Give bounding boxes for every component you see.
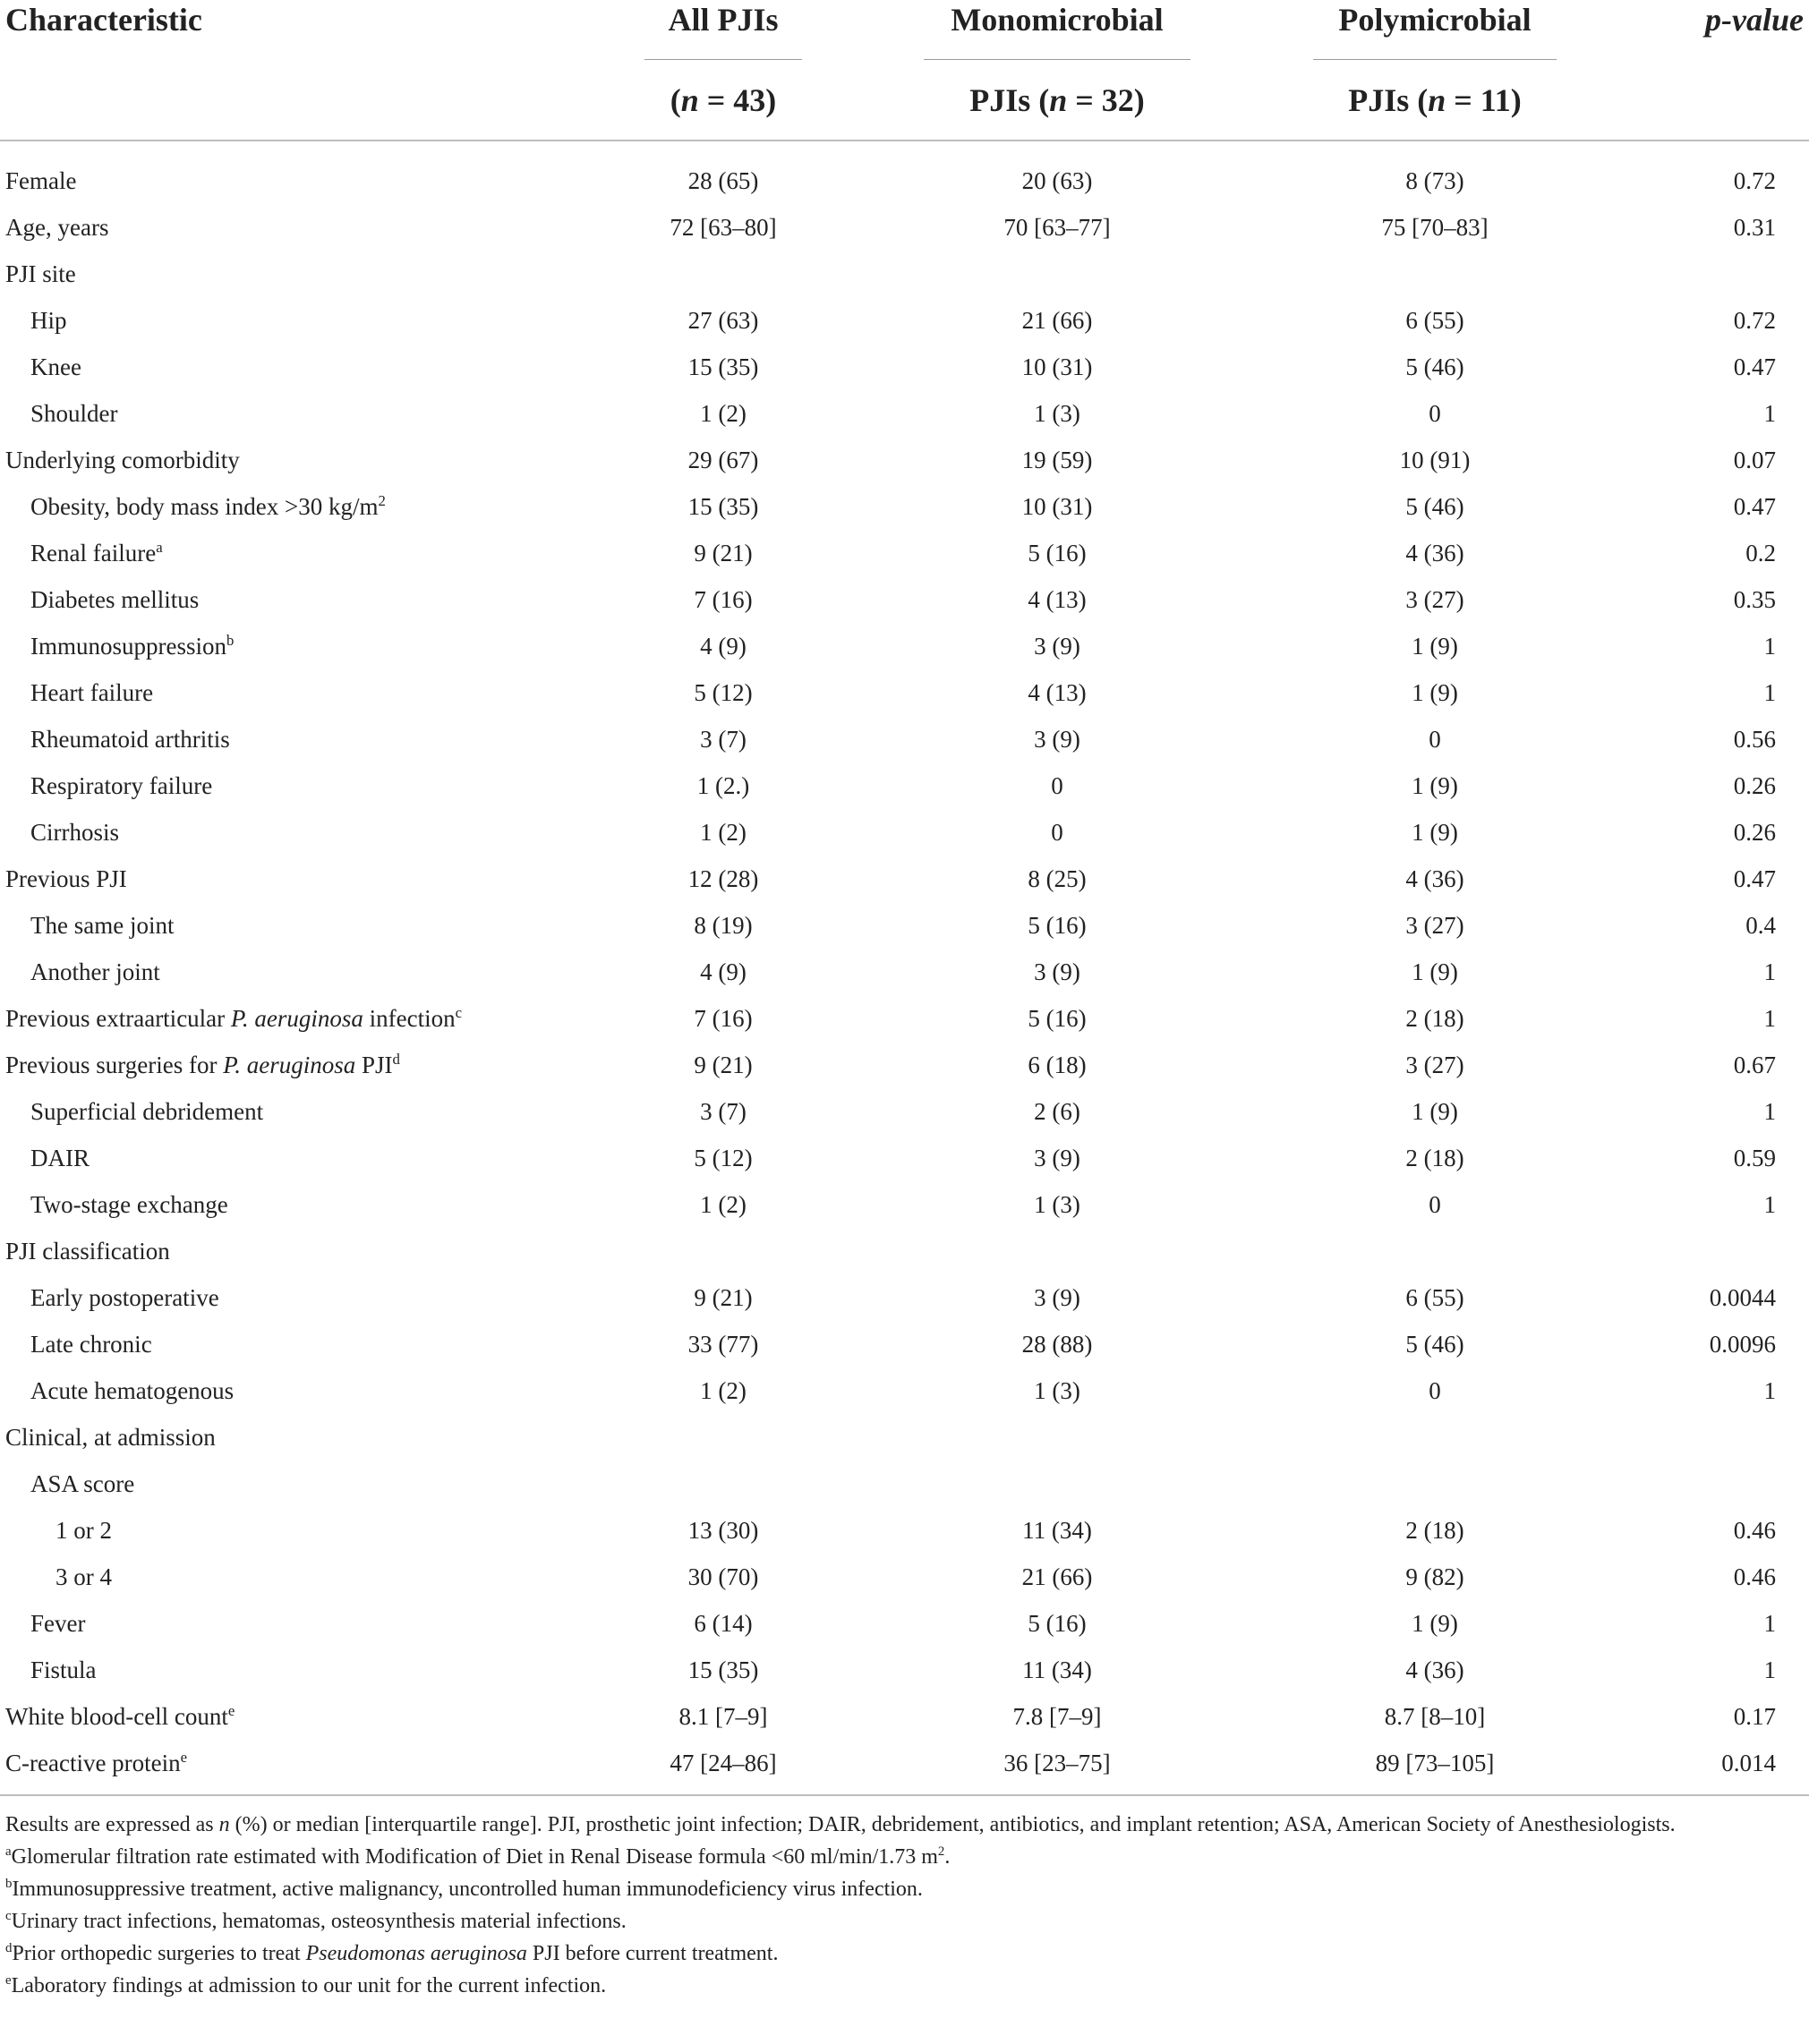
cell-monomicrobial: 3 (9) bbox=[1034, 726, 1080, 753]
cell-all-pjis: 4 (9) bbox=[700, 633, 747, 660]
cell-all-pjis: 4 (9) bbox=[700, 958, 747, 985]
cell-all-pjis: 9 (21) bbox=[694, 1052, 753, 1078]
table-row bbox=[0, 716, 1809, 762]
row-label-sup: d bbox=[392, 1051, 400, 1068]
row-label-pre: Previous extraarticular bbox=[5, 1005, 231, 1032]
cell-pvalue: 0.014 bbox=[1721, 1750, 1776, 1776]
cell-all-pjis: 33 (77) bbox=[687, 1331, 759, 1358]
row-label bbox=[5, 995, 462, 1042]
cell-pvalue: 0.72 bbox=[1733, 167, 1776, 194]
cell-all-pjis: 7 (16) bbox=[694, 586, 753, 613]
cell-pvalue: 0.59 bbox=[1733, 1145, 1776, 1171]
cell-pvalue: 0.47 bbox=[1733, 493, 1776, 520]
table-row bbox=[0, 995, 1809, 1042]
table-row bbox=[0, 623, 1809, 669]
cell-pvalue: 1 bbox=[1763, 1098, 1776, 1125]
cell-polymicrobial: 3 (27) bbox=[1405, 1052, 1464, 1078]
row-label bbox=[30, 1274, 219, 1321]
row-label bbox=[5, 437, 240, 483]
cell-polymicrobial: 5 (46) bbox=[1405, 1331, 1464, 1358]
row-label bbox=[5, 204, 108, 251]
footnote-c bbox=[5, 1905, 1804, 1938]
row-label bbox=[30, 530, 163, 576]
table-row bbox=[0, 1274, 1809, 1321]
row-label bbox=[5, 158, 76, 204]
row-label-post: infection bbox=[363, 1005, 456, 1032]
cell-pvalue: 1 bbox=[1763, 1656, 1776, 1683]
footnote-c-mark: c bbox=[5, 1909, 12, 1923]
header-underline-all bbox=[644, 59, 802, 60]
cell-pvalue: 0.17 bbox=[1733, 1703, 1776, 1730]
cell-polymicrobial: 0 bbox=[1429, 1191, 1441, 1218]
cell-all-pjis: 47 [24–86] bbox=[670, 1750, 777, 1776]
row-label-text: Obesity, body mass index >30 kg/m bbox=[30, 493, 379, 520]
table-row bbox=[0, 1693, 1809, 1740]
table-row bbox=[0, 1181, 1809, 1228]
row-label-text: Acute hematogenous bbox=[30, 1377, 235, 1404]
cell-all-pjis: 1 (2) bbox=[700, 400, 747, 427]
row-label-sup: b bbox=[226, 632, 235, 649]
row-label bbox=[55, 1554, 112, 1600]
header-all-n bbox=[644, 81, 802, 120]
row-label-text: Underlying comorbidity bbox=[5, 447, 240, 473]
row-label bbox=[5, 1228, 170, 1274]
row-label-text: Cirrhosis bbox=[30, 819, 120, 846]
cell-monomicrobial: 5 (16) bbox=[1028, 540, 1087, 566]
cell-polymicrobial: 75 [70–83] bbox=[1381, 214, 1489, 241]
cell-polymicrobial: 6 (55) bbox=[1405, 1284, 1464, 1311]
row-label-text: PJI classification bbox=[5, 1238, 170, 1265]
footnote-main-post: (%) or median [interquartile range]. PJI, prosthetic joint infection; DAIR, debridement, antibiotics, and implant retention; ASA, American Society of Anesthesiologists. bbox=[229, 1813, 1676, 1836]
header-pvalue bbox=[1705, 0, 1804, 39]
row-label-text: White blood-cell count bbox=[5, 1703, 228, 1730]
row-label-pre: Previous surgeries for bbox=[5, 1052, 224, 1078]
row-label-sup: c bbox=[455, 1004, 463, 1021]
row-label-text: 3 or 4 bbox=[55, 1563, 112, 1590]
table-row bbox=[0, 809, 1809, 856]
cell-monomicrobial: 70 [63–77] bbox=[1003, 214, 1111, 241]
row-label bbox=[30, 669, 153, 716]
cell-monomicrobial: 6 (18) bbox=[1028, 1052, 1087, 1078]
cell-polymicrobial: 1 (9) bbox=[1412, 1610, 1458, 1637]
cell-polymicrobial: 0 bbox=[1429, 1377, 1441, 1404]
footnote-a-text: Glomerular filtration rate estimated with Modification of Diet in Renal Disease formula <60 ml/min/1.73 m bbox=[11, 1845, 938, 1869]
cell-all-pjis: 1 (2) bbox=[700, 819, 747, 846]
row-label bbox=[5, 1042, 400, 1088]
table-row bbox=[0, 856, 1809, 902]
cell-all-pjis: 15 (35) bbox=[687, 353, 759, 380]
cell-monomicrobial: 20 (63) bbox=[1021, 167, 1093, 194]
row-label bbox=[30, 1600, 85, 1647]
table-row bbox=[0, 1507, 1809, 1554]
cell-pvalue: 0.26 bbox=[1733, 772, 1776, 799]
table-row bbox=[0, 1740, 1809, 1786]
table-row bbox=[0, 1042, 1809, 1088]
row-label-text: Fistula bbox=[30, 1656, 97, 1683]
cell-monomicrobial: 21 (66) bbox=[1021, 1563, 1093, 1590]
cell-monomicrobial: 11 (34) bbox=[1022, 1517, 1092, 1544]
cell-monomicrobial: 2 (6) bbox=[1034, 1098, 1080, 1125]
cell-polymicrobial: 3 (27) bbox=[1405, 586, 1464, 613]
row-label-em: P. aeruginosa bbox=[223, 1052, 356, 1078]
cell-polymicrobial: 3 (27) bbox=[1405, 912, 1464, 939]
footnote-b bbox=[5, 1873, 1804, 1905]
cell-monomicrobial: 1 (3) bbox=[1034, 1191, 1080, 1218]
row-label-text: Immunosuppression bbox=[30, 633, 226, 660]
cell-polymicrobial: 4 (36) bbox=[1405, 865, 1464, 892]
row-label-text: The same joint bbox=[30, 912, 175, 939]
cell-pvalue: 0.56 bbox=[1733, 726, 1776, 753]
footnote-d-post: PJI before current treatment. bbox=[526, 1942, 779, 1965]
cell-monomicrobial: 11 (34) bbox=[1022, 1656, 1092, 1683]
row-label-text: Diabetes mellitus bbox=[30, 586, 200, 613]
footnote-a bbox=[5, 1841, 1804, 1873]
footnote-e-text: Laboratory findings at admission to our unit for the current infection. bbox=[11, 1974, 607, 1997]
table-row bbox=[0, 158, 1809, 204]
cell-all-pjis: 1 (2) bbox=[700, 1377, 747, 1404]
row-label bbox=[5, 1693, 235, 1740]
header-mono-n bbox=[924, 81, 1190, 120]
cell-pvalue: 0.0044 bbox=[1709, 1284, 1776, 1311]
footnote-main-em: n bbox=[218, 1813, 230, 1836]
table-row bbox=[0, 1367, 1809, 1414]
footnote-c-text: Urinary tract infections, hematomas, osteosynthesis material infections. bbox=[11, 1910, 627, 1933]
row-label-em: P. aeruginosa bbox=[230, 1005, 363, 1032]
cell-all-pjis: 9 (21) bbox=[694, 1284, 753, 1311]
cell-monomicrobial: 0 bbox=[1051, 772, 1063, 799]
row-label-text: Early postoperative bbox=[30, 1284, 219, 1311]
footnote-a-mark: a bbox=[5, 1844, 12, 1859]
cell-monomicrobial: 4 (13) bbox=[1028, 679, 1087, 706]
header-underline-mono bbox=[924, 59, 1190, 60]
row-label bbox=[30, 1647, 97, 1693]
header-monomicrobial: Monomicrobial bbox=[951, 2, 1164, 38]
cell-monomicrobial: 5 (16) bbox=[1028, 1610, 1087, 1637]
cell-monomicrobial: 3 (9) bbox=[1034, 1284, 1080, 1311]
row-label-text: Heart failure bbox=[30, 679, 154, 706]
cell-pvalue: 0.72 bbox=[1733, 307, 1776, 334]
row-label bbox=[55, 1507, 112, 1554]
row-label-text: Shoulder bbox=[30, 400, 118, 427]
cell-polymicrobial: 1 (9) bbox=[1412, 772, 1458, 799]
row-label bbox=[5, 1740, 187, 1786]
cell-monomicrobial: 8 (25) bbox=[1028, 865, 1087, 892]
cell-polymicrobial: 8.7 [8–10] bbox=[1384, 1703, 1486, 1730]
row-label bbox=[30, 716, 230, 762]
cell-all-pjis: 7 (16) bbox=[694, 1005, 753, 1032]
cell-polymicrobial: 2 (18) bbox=[1405, 1517, 1464, 1544]
row-label-text: DAIR bbox=[30, 1145, 90, 1171]
cell-pvalue: 0.46 bbox=[1733, 1563, 1776, 1590]
cell-pvalue: 0.4 bbox=[1745, 912, 1776, 939]
cell-all-pjis: 28 (65) bbox=[687, 167, 759, 194]
table-row bbox=[0, 949, 1809, 995]
cell-monomicrobial: 5 (16) bbox=[1028, 912, 1087, 939]
cell-monomicrobial: 5 (16) bbox=[1028, 1005, 1087, 1032]
row-label bbox=[30, 1135, 90, 1181]
row-label-sup: e bbox=[180, 1749, 188, 1766]
cell-pvalue: 0.0096 bbox=[1709, 1331, 1776, 1358]
cell-all-pjis: 30 (70) bbox=[687, 1563, 759, 1590]
row-label bbox=[5, 1414, 216, 1461]
table-bottom-rule bbox=[0, 1794, 1809, 1796]
cell-all-pjis: 8 (19) bbox=[694, 912, 753, 939]
row-label bbox=[5, 251, 76, 297]
table-row bbox=[0, 1321, 1809, 1367]
row-label-text: Superficial debridement bbox=[30, 1098, 264, 1125]
cell-pvalue: 1 bbox=[1763, 400, 1776, 427]
row-label bbox=[30, 1181, 228, 1228]
table-row bbox=[0, 1135, 1809, 1181]
cell-all-pjis: 5 (12) bbox=[694, 1145, 753, 1171]
table-row bbox=[0, 251, 1809, 297]
row-label-text: 1 or 2 bbox=[55, 1517, 112, 1544]
cell-polymicrobial: 1 (9) bbox=[1412, 819, 1458, 846]
cell-monomicrobial: 0 bbox=[1051, 819, 1063, 846]
cell-pvalue: 0.2 bbox=[1745, 540, 1776, 566]
table-row bbox=[0, 762, 1809, 809]
row-label-text: Age, years bbox=[5, 214, 109, 241]
table-row bbox=[0, 1647, 1809, 1693]
cell-all-pjis: 27 (63) bbox=[687, 307, 759, 334]
row-label-text: Knee bbox=[30, 353, 81, 380]
row-label-text: Respiratory failure bbox=[30, 772, 213, 799]
table-header bbox=[0, 0, 1809, 141]
cell-monomicrobial: 4 (13) bbox=[1028, 586, 1087, 613]
row-label bbox=[30, 390, 118, 437]
cell-pvalue: 1 bbox=[1763, 958, 1776, 985]
header-characteristic: Characteristic bbox=[5, 2, 202, 38]
header-polymicrobial: Polymicrobial bbox=[1338, 2, 1532, 38]
cell-polymicrobial: 2 (18) bbox=[1405, 1005, 1464, 1032]
table-row bbox=[0, 344, 1809, 390]
cell-pvalue: 0.35 bbox=[1733, 586, 1776, 613]
row-label-sup: 2 bbox=[378, 492, 386, 509]
header-poly-n-text: PJIs (n = 11) bbox=[1348, 82, 1522, 118]
cell-polymicrobial: 6 (55) bbox=[1405, 307, 1464, 334]
footnote-main bbox=[5, 1809, 1804, 1841]
row-label bbox=[5, 856, 127, 902]
table-row bbox=[0, 902, 1809, 949]
table-row bbox=[0, 669, 1809, 716]
table-row bbox=[0, 1461, 1809, 1507]
cell-all-pjis: 15 (35) bbox=[687, 1656, 759, 1683]
row-label-post: PJI bbox=[355, 1052, 393, 1078]
cell-monomicrobial: 28 (88) bbox=[1021, 1331, 1093, 1358]
cell-polymicrobial: 1 (9) bbox=[1412, 633, 1458, 660]
cell-polymicrobial: 5 (46) bbox=[1405, 353, 1464, 380]
cell-polymicrobial: 2 (18) bbox=[1405, 1145, 1464, 1171]
cell-monomicrobial: 1 (3) bbox=[1034, 400, 1080, 427]
table-row bbox=[0, 576, 1809, 623]
cell-polymicrobial: 4 (36) bbox=[1405, 540, 1464, 566]
cell-polymicrobial: 5 (46) bbox=[1405, 493, 1464, 520]
table-footnotes bbox=[5, 1809, 1804, 2002]
row-label-text: Hip bbox=[30, 307, 67, 334]
row-label-text: PJI site bbox=[5, 260, 76, 287]
row-label bbox=[30, 1321, 152, 1367]
cell-pvalue: 0.31 bbox=[1733, 214, 1776, 241]
footnote-d-pre: Prior orthopedic surgeries to treat bbox=[12, 1942, 306, 1965]
header-all-pjis: All PJIs bbox=[668, 2, 779, 38]
header-mono-n-text: PJIs (n = 32) bbox=[969, 82, 1145, 118]
row-label bbox=[30, 1367, 234, 1414]
cell-monomicrobial: 3 (9) bbox=[1034, 633, 1080, 660]
cell-pvalue: 1 bbox=[1763, 1377, 1776, 1404]
footnote-e-mark: e bbox=[5, 1973, 12, 1988]
cell-all-pjis: 8.1 [7–9] bbox=[678, 1703, 768, 1730]
cell-pvalue: 1 bbox=[1763, 633, 1776, 660]
cell-pvalue: 1 bbox=[1763, 679, 1776, 706]
cell-polymicrobial: 0 bbox=[1429, 400, 1441, 427]
cell-monomicrobial: 3 (9) bbox=[1034, 958, 1080, 985]
cell-all-pjis: 1 (2) bbox=[700, 1191, 747, 1218]
table-row bbox=[0, 204, 1809, 251]
cell-all-pjis: 13 (30) bbox=[687, 1517, 759, 1544]
cell-monomicrobial: 19 (59) bbox=[1021, 447, 1093, 473]
row-label-text: Two-stage exchange bbox=[30, 1191, 228, 1218]
cell-polymicrobial: 1 (9) bbox=[1412, 679, 1458, 706]
table-body bbox=[0, 158, 1809, 1786]
cell-all-pjis: 29 (67) bbox=[687, 447, 759, 473]
header-poly-n bbox=[1313, 81, 1557, 120]
table-row bbox=[0, 483, 1809, 530]
table-row bbox=[0, 1088, 1809, 1135]
footnote-d-mark: d bbox=[5, 1941, 13, 1955]
footnote-e bbox=[5, 1970, 1804, 2002]
cell-all-pjis: 6 (14) bbox=[694, 1610, 753, 1637]
cell-pvalue: 1 bbox=[1763, 1191, 1776, 1218]
cell-monomicrobial: 10 (31) bbox=[1021, 353, 1093, 380]
table-row bbox=[0, 297, 1809, 344]
row-label-text: Previous PJI bbox=[5, 865, 127, 892]
header-underline-poly bbox=[1313, 59, 1557, 60]
header-all-n-text: (n = 43) bbox=[670, 82, 777, 118]
footnote-d-em: Pseudomonas aeruginosa bbox=[305, 1942, 527, 1965]
cell-all-pjis: 72 [63–80] bbox=[670, 214, 777, 241]
row-label-sup: a bbox=[156, 539, 163, 556]
cell-monomicrobial: 36 [23–75] bbox=[1003, 1750, 1111, 1776]
table-row bbox=[0, 437, 1809, 483]
cell-all-pjis: 12 (28) bbox=[687, 865, 759, 892]
cell-all-pjis: 5 (12) bbox=[694, 679, 753, 706]
cell-polymicrobial: 10 (91) bbox=[1399, 447, 1471, 473]
cell-monomicrobial: 7.8 [7–9] bbox=[1012, 1703, 1102, 1730]
cell-pvalue: 1 bbox=[1763, 1005, 1776, 1032]
cell-polymicrobial: 1 (9) bbox=[1412, 1098, 1458, 1125]
row-label bbox=[30, 902, 174, 949]
header-pvalue-text: p-value bbox=[1705, 2, 1804, 38]
cell-monomicrobial: 10 (31) bbox=[1021, 493, 1093, 520]
row-label bbox=[30, 483, 386, 530]
cell-polymicrobial: 89 [73–105] bbox=[1375, 1750, 1495, 1776]
cell-pvalue: 0.07 bbox=[1733, 447, 1776, 473]
cell-all-pjis: 9 (21) bbox=[694, 540, 753, 566]
row-label-text: Fever bbox=[30, 1610, 86, 1637]
footnote-a-sup: 2 bbox=[937, 1844, 945, 1859]
table-row bbox=[0, 1554, 1809, 1600]
cell-all-pjis: 3 (7) bbox=[700, 726, 747, 753]
table-row bbox=[0, 530, 1809, 576]
cell-pvalue: 0.47 bbox=[1733, 865, 1776, 892]
cell-monomicrobial: 3 (9) bbox=[1034, 1145, 1080, 1171]
cell-pvalue: 0.26 bbox=[1733, 819, 1776, 846]
cell-all-pjis: 15 (35) bbox=[687, 493, 759, 520]
cell-pvalue: 0.67 bbox=[1733, 1052, 1776, 1078]
cell-pvalue: 0.47 bbox=[1733, 353, 1776, 380]
cell-all-pjis: 1 (2.) bbox=[696, 772, 750, 799]
row-label bbox=[30, 809, 119, 856]
row-label bbox=[30, 576, 199, 623]
cell-pvalue: 0.46 bbox=[1733, 1517, 1776, 1544]
row-label bbox=[30, 762, 212, 809]
footnote-main-pre: Results are expressed as bbox=[5, 1813, 219, 1836]
row-label-text: Renal failure bbox=[30, 540, 157, 566]
footnote-b-text: Immunosuppressive treatment, active malignancy, uncontrolled human immunodeficiency virus infection. bbox=[12, 1878, 923, 1901]
row-label bbox=[30, 297, 67, 344]
cell-all-pjis: 3 (7) bbox=[700, 1098, 747, 1125]
cell-monomicrobial: 1 (3) bbox=[1034, 1377, 1080, 1404]
header-bottom-rule bbox=[0, 140, 1809, 141]
row-label-text: Another joint bbox=[30, 958, 160, 985]
cell-pvalue: 1 bbox=[1763, 1610, 1776, 1637]
cell-polymicrobial: 8 (73) bbox=[1405, 167, 1464, 194]
cell-polymicrobial: 1 (9) bbox=[1412, 958, 1458, 985]
cell-polymicrobial: 0 bbox=[1429, 726, 1441, 753]
row-label-text: ASA score bbox=[30, 1470, 135, 1497]
table-row bbox=[0, 1228, 1809, 1274]
row-label-text: Late chronic bbox=[30, 1331, 152, 1358]
row-label bbox=[30, 1461, 134, 1507]
table-row bbox=[0, 1600, 1809, 1647]
row-label bbox=[30, 1088, 263, 1135]
row-label bbox=[30, 949, 160, 995]
row-label-sup: e bbox=[227, 1702, 235, 1719]
row-label-text: Rheumatoid arthritis bbox=[30, 726, 230, 753]
row-label bbox=[30, 344, 81, 390]
table-row bbox=[0, 1414, 1809, 1461]
row-label bbox=[30, 623, 234, 669]
footnote-b-mark: b bbox=[5, 1877, 13, 1891]
cell-polymicrobial: 4 (36) bbox=[1405, 1656, 1464, 1683]
footnote-d bbox=[5, 1938, 1804, 1970]
row-label-text: C-reactive protein bbox=[5, 1750, 181, 1776]
row-label-text: Clinical, at admission bbox=[5, 1424, 216, 1451]
cell-monomicrobial: 21 (66) bbox=[1021, 307, 1093, 334]
cell-polymicrobial: 9 (82) bbox=[1405, 1563, 1464, 1590]
table-row bbox=[0, 390, 1809, 437]
row-label-text: Female bbox=[5, 167, 77, 194]
footnote-a-end: . bbox=[944, 1845, 951, 1869]
